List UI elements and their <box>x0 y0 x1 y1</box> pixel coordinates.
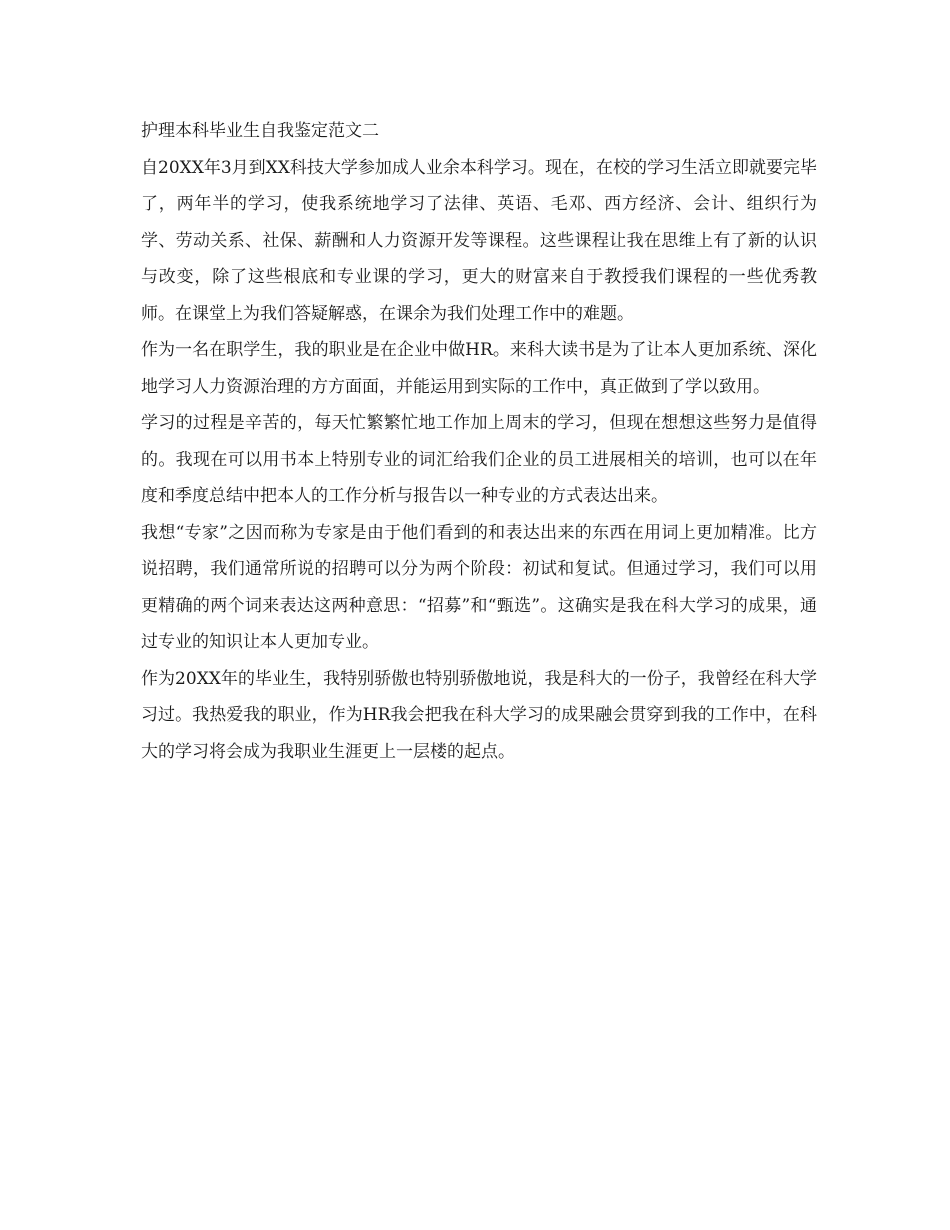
paragraph-3: 学习的过程是辛苦的，每天忙繁繁忙地工作加上周末的学习，但现在想想这些努力是值得的。我现在可以用书本上特别专业的词汇给我们企业的员工进展相关的培训，也可以在年度和季度总结中把本人的工作分析与报告以一种专业的方式表达出来。 <box>141 413 817 506</box>
document-title: 护理本科毕业生自我鉴定范文二 <box>141 121 379 141</box>
paragraph-1: 自20XX年3月到XX科技大学参加成人业余本科学习。现在，在校的学习生活立即就要完毕了，两年半的学习，使我系统地学习了法律、英语、毛邓、西方经济、会计、组织行为学、劳动关系、社保、薪酬和人力资源开发等课程。这些课程让我在思维上有了新的认识与改变，除了这些根底和专业课的学习，更大的财富来自于教授我们课程的一些优秀教师。在课堂上为我们答疑解惑，在课余为我们处理工作中的难题。 <box>141 157 817 324</box>
paragraph-2: 作为一名在职学生，我的职业是在企业中做HR。来科大读书是为了让本人更加系统、深化地学习人力资源治理的方方面面，并能运用到实际的工作中，真正做到了学以致用。 <box>141 340 817 397</box>
paragraph-5: 作为20XX年的毕业生，我特别骄傲也特别骄傲地说，我是科大的一份子，我曾经在科大学习过。我热爱我的职业，作为HR我会把我在科大学习的成果融会贯穿到我的工作中，在科大的学习将会成为我职业生涯更上一层楼的起点。 <box>141 668 817 762</box>
document-body <box>141 113 817 770</box>
paragraph-4: 我想“专家”之因而称为专家是由于他们看到的和表达出来的东西在用词上更加精准。比方说招聘，我们通常所说的招聘可以分为两个阶段：初试和复试。但通过学习，我们可以用更精确的两个词来表达这两种意思：“招募”和“甄选”。这确实是我在科大学习的成果，通过专业的知识让本人更加专业。 <box>141 522 817 652</box>
